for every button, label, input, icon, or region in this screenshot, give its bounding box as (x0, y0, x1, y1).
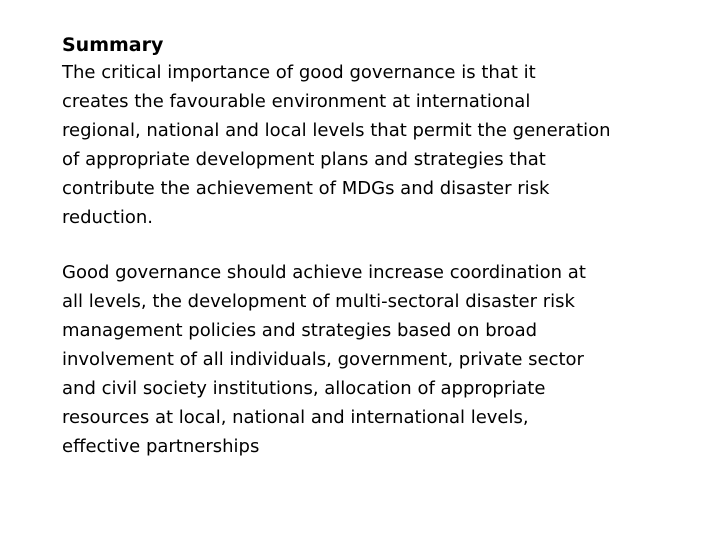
paragraph-2-line: involvement of all individuals, government, private sector (62, 349, 584, 370)
paragraph-2-line: and civil society institutions, allocation of appropriate (62, 378, 546, 399)
paragraph-1-line: of appropriate development plans and strategies that (62, 149, 546, 170)
paragraph-2 (62, 258, 682, 461)
paragraph-1-line: contribute the achievement of MDGs and disaster risk (62, 178, 550, 199)
paragraph-2-line: Good governance should achieve increase coordination at (62, 262, 586, 283)
paragraph-1-line: reduction. (62, 207, 154, 228)
summary-text-block (62, 33, 682, 461)
paragraph-2-line: effective partnerships (62, 436, 260, 457)
paragraph-2-line: all levels, the development of multi-sectoral disaster risk (62, 291, 575, 312)
paragraph-spacer (62, 232, 682, 258)
paragraph-1 (62, 58, 682, 232)
paragraph-1-line: The critical importance of good governance is that it (62, 62, 536, 83)
paragraph-2-line: resources at local, national and international levels, (62, 407, 529, 428)
paragraph-1-line: creates the favourable environment at international (62, 91, 531, 112)
paragraph-1-line: regional, national and local levels that permit the generation (62, 120, 611, 141)
paragraph-2-line: management policies and strategies based on broad (62, 320, 538, 341)
summary-heading: Summary (62, 34, 164, 56)
